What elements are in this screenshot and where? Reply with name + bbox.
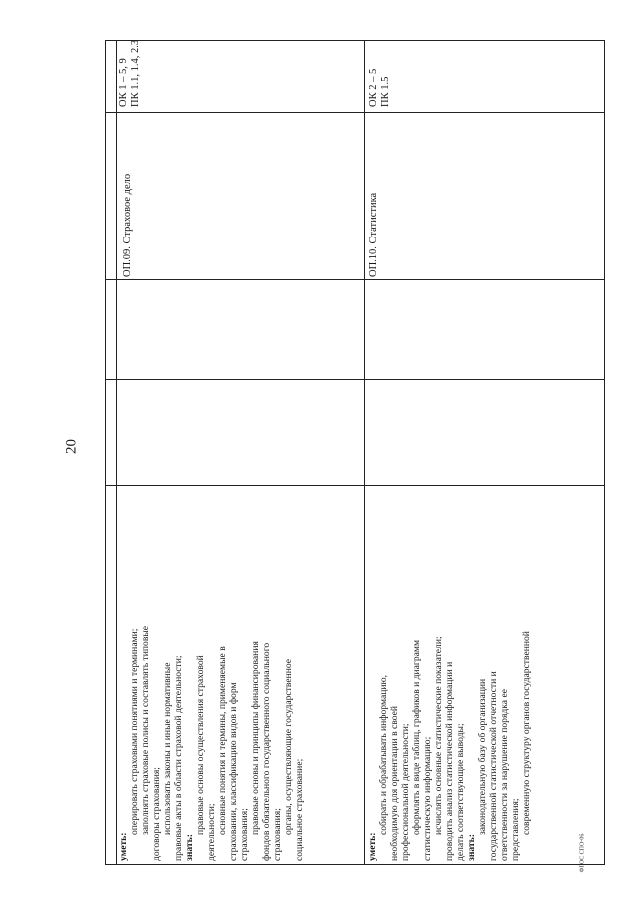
content-line: правовые основы и принципы финансирования xyxy=(250,641,261,835)
row-2-competencies xyxy=(368,69,392,107)
content-line: делать соответствующие выводы; xyxy=(455,723,466,861)
content-line: необходимую для ориентации в своей xyxy=(389,705,400,861)
content-line: законодательную базу об организации xyxy=(477,678,488,835)
divider-empty-col-1 xyxy=(106,379,604,380)
divider-left-margin xyxy=(116,41,117,864)
curriculum-table xyxy=(105,40,605,865)
content-line: собирать и обрабатывать информацию, xyxy=(378,674,389,835)
content-line: страхования; xyxy=(272,808,283,861)
divider-content-col xyxy=(106,485,604,486)
row-2-discipline: ОП.10. Статистика xyxy=(368,192,379,277)
content-line: страховании, классификацию видов и форм xyxy=(228,682,239,861)
row-1-content xyxy=(118,626,305,861)
content-line: современную структуру органов государственной xyxy=(521,631,532,835)
content-line: знать: xyxy=(184,834,195,861)
content-line: представления; xyxy=(510,798,521,861)
content-line: использовать законы и иные нормативные xyxy=(162,662,173,835)
row-2-competency-pk: ПК 1.5 xyxy=(380,76,391,107)
content-line: основные понятия и термины, применяемые в xyxy=(217,646,228,835)
content-line: договоры страхования; xyxy=(151,767,162,861)
row-2-content xyxy=(367,631,532,861)
row-1-competencies xyxy=(118,40,142,107)
page-number: 20 xyxy=(63,439,80,454)
content-line: уметь: xyxy=(367,832,378,861)
content-line: статистическую информацию; xyxy=(422,736,433,861)
row-1-competency-ok: ОК 1 – 5, 9 xyxy=(118,58,129,107)
divider-discipline-col xyxy=(106,112,604,113)
row-2-competency-ok: ОК 2 – 5 xyxy=(368,68,379,107)
row-1-discipline: ОП.09. Страховое дело xyxy=(122,173,133,277)
content-line: оформлять в виде таблиц, графиков и диаграмм xyxy=(411,639,422,835)
content-line: знать: xyxy=(466,834,477,861)
divider-empty-col-2 xyxy=(106,279,604,280)
content-line: государственной статистической отчетности и xyxy=(488,671,499,861)
content-line: страхования; xyxy=(239,808,250,861)
content-line: правовые основы осуществления страховой xyxy=(195,655,206,835)
content-line: уметь: xyxy=(118,832,129,861)
content-line: правовые акты в области страховой деятельности; xyxy=(173,655,184,861)
content-line: органы, осуществляющие государственное xyxy=(283,658,294,835)
content-line: заполнять страховые полисы и составлять типовые xyxy=(140,625,151,835)
content-line: исчислять основные статистические показатели; xyxy=(433,636,444,835)
content-line: деятельности; xyxy=(206,803,217,861)
document-code: ФГОС СПО-06 xyxy=(579,833,586,873)
content-line: фондов обязательного государственного социального xyxy=(261,642,272,861)
row-1-competency-pk: ПК 1.1, 1.4, 2.3 xyxy=(130,39,141,107)
content-line: профессиональной деятельности; xyxy=(400,723,411,861)
content-line: социальное страхование; xyxy=(294,758,305,861)
content-line: ответственности за нарушение порядка ее xyxy=(499,689,510,861)
divider-row-1 xyxy=(364,41,365,864)
content-line: проводить анализ статистической информации и xyxy=(444,661,455,861)
content-line: оперировать страховыми понятиями и терминами; xyxy=(129,628,140,835)
